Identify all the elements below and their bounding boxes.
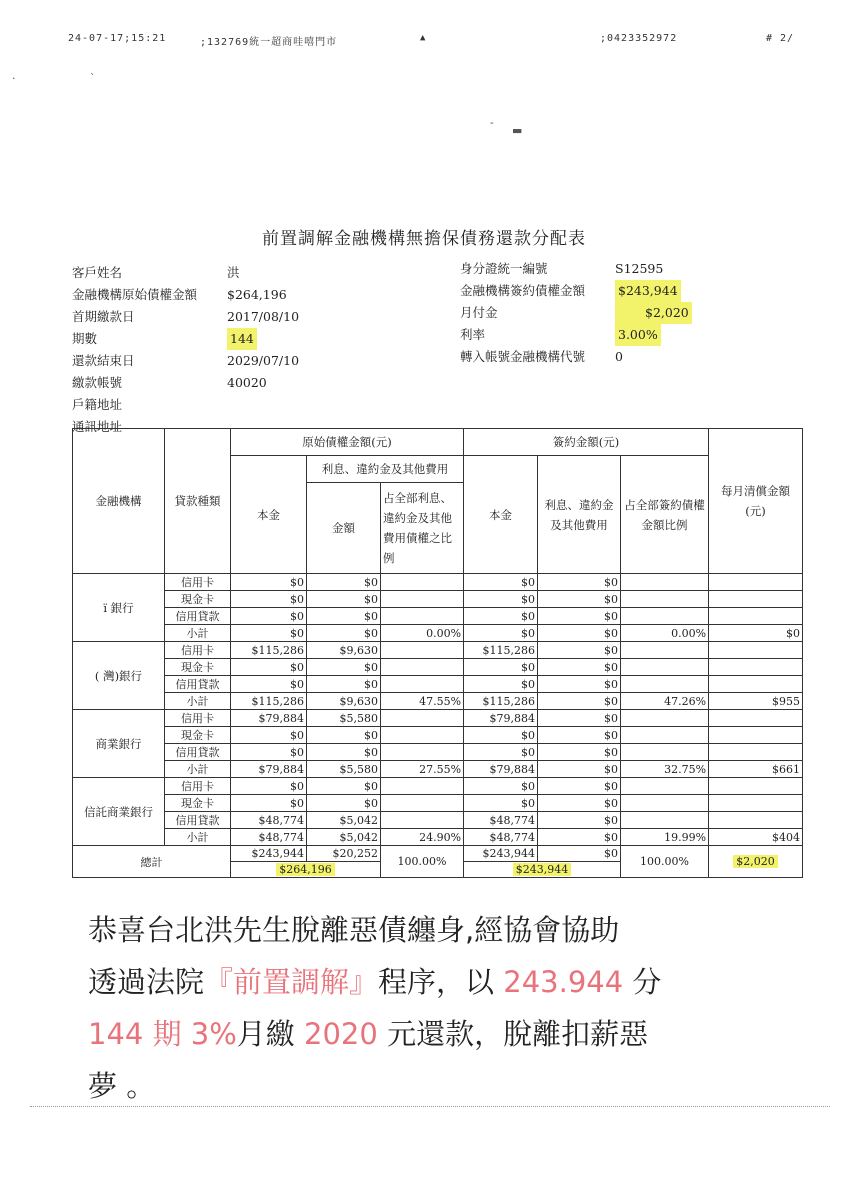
total-monthly-cell	[709, 846, 803, 878]
info-label: 客戶姓名	[72, 265, 123, 280]
table-row	[73, 744, 803, 761]
signed-interest-cell: $0	[538, 778, 621, 795]
info-row-household-address	[72, 394, 299, 416]
info-label: 金融機構原始債權金額	[72, 287, 198, 302]
table-row-total	[73, 846, 803, 862]
signed-principal-cell: $0	[464, 608, 538, 625]
header-signed-interest: 利息、違約金及其他費用	[538, 456, 621, 574]
bank-name: 信託商業銀行	[73, 778, 165, 846]
signed-ratio-cell	[621, 659, 709, 676]
signed-principal-cell: $79,884	[464, 761, 538, 778]
info-label: 首期繳款日	[72, 309, 135, 324]
bank-name: ï 銀行	[73, 574, 165, 642]
info-row-periods	[72, 328, 299, 350]
header-interest-ratio: 占全部利息、違約金及其他費用債權之比例	[381, 483, 464, 574]
ratio-cell	[381, 591, 464, 608]
interest-cell: $9,630	[307, 693, 381, 710]
table-row	[73, 591, 803, 608]
note-line-4: 夢 。	[88, 1069, 156, 1103]
fax-time: 24-07-17;15:21	[68, 33, 167, 44]
ratio-cell	[381, 659, 464, 676]
ratio-cell: 27.55%	[381, 761, 464, 778]
signed-principal-cell: $0	[464, 778, 538, 795]
signed-ratio-cell	[621, 727, 709, 744]
ratio-cell	[381, 676, 464, 693]
bank-name: 商業銀行	[73, 710, 165, 778]
signed-interest-cell: $0	[538, 659, 621, 676]
header-principal: 本金	[231, 456, 307, 574]
principal-cell: $0	[231, 608, 307, 625]
loan-type: 信用卡	[165, 642, 231, 659]
interest-cell: $0	[307, 625, 381, 642]
info-label: 戶籍地址	[72, 397, 123, 412]
principal-cell: $79,884	[231, 761, 307, 778]
table-row	[73, 659, 803, 676]
signed-interest-cell: $0	[538, 761, 621, 778]
monthly-cell: $404	[709, 829, 803, 846]
loan-type: 信用卡	[165, 574, 231, 591]
monthly-cell	[709, 795, 803, 812]
signed-sum-cell	[464, 862, 621, 878]
signed-ratio-cell	[621, 591, 709, 608]
table-row	[73, 778, 803, 795]
info-row-first-payment	[72, 306, 299, 328]
table-row	[73, 676, 803, 693]
total-interest: $20,252	[307, 846, 381, 862]
table-row	[73, 608, 803, 625]
monthly-cell	[709, 574, 803, 591]
signed-principal-cell: $0	[464, 659, 538, 676]
info-row-interest-rate	[460, 324, 692, 346]
table-row-subtotal	[73, 761, 803, 778]
monthly-cell	[709, 676, 803, 693]
ratio-cell	[381, 812, 464, 829]
signed-interest-cell: $0	[538, 591, 621, 608]
header-interest-group: 利息、違約金及其他費用	[307, 456, 464, 483]
principal-cell: $48,774	[231, 812, 307, 829]
header-bank: 金融機構	[73, 429, 165, 574]
signed-ratio-cell	[621, 744, 709, 761]
loan-type: 信用貸款	[165, 812, 231, 829]
info-value-highlighted: 144	[227, 328, 257, 350]
signed-ratio-cell	[621, 778, 709, 795]
header-loan-type: 貸款種類	[165, 429, 231, 574]
note-highlight-periods: 144 期 3%	[88, 1017, 237, 1051]
ratio-cell	[381, 727, 464, 744]
signed-ratio-cell	[621, 608, 709, 625]
total-signed-ratio: 100.00%	[621, 846, 709, 878]
fax-marker-icon: ▲	[420, 33, 427, 43]
principal-cell: $0	[231, 625, 307, 642]
interest-cell: $0	[307, 676, 381, 693]
signed-principal-cell: $0	[464, 591, 538, 608]
info-row-name	[72, 262, 299, 284]
monthly-cell	[709, 591, 803, 608]
monthly-cell: $955	[709, 693, 803, 710]
monthly-cell	[709, 608, 803, 625]
header-monthly-payment: 每月清償金額(元)	[709, 429, 803, 574]
signed-principal-cell: $0	[464, 727, 538, 744]
loan-type: 小計	[165, 625, 231, 642]
loan-type: 現金卡	[165, 591, 231, 608]
info-value-highlighted: $243,944	[615, 280, 681, 302]
note-line-2	[88, 956, 788, 1008]
loan-type: 現金卡	[165, 727, 231, 744]
principal-cell: $0	[231, 591, 307, 608]
signed-ratio-cell	[621, 574, 709, 591]
monthly-cell	[709, 812, 803, 829]
signed-principal-cell: $0	[464, 744, 538, 761]
signed-ratio-cell	[621, 710, 709, 727]
signed-principal-cell: $0	[464, 795, 538, 812]
note-line-1: 恭喜台北洪先生脫離惡債纏身,經協會協助	[88, 913, 620, 947]
principal-cell: $0	[231, 659, 307, 676]
note-highlight-monthly: 2020	[304, 1017, 378, 1051]
original-sum: $264,196	[276, 863, 335, 876]
principal-cell: $0	[231, 795, 307, 812]
interest-cell: $5,042	[307, 812, 381, 829]
total-signed-principal: $243,944	[464, 846, 538, 862]
signed-interest-cell: $0	[538, 676, 621, 693]
loan-type: 信用貸款	[165, 676, 231, 693]
signed-ratio-cell	[621, 676, 709, 693]
ratio-cell	[381, 744, 464, 761]
signed-principal-cell: $0	[464, 574, 538, 591]
info-value: 0	[615, 349, 623, 364]
loan-type: 小計	[165, 829, 231, 846]
info-label: 利率	[460, 327, 486, 342]
table-row-subtotal	[73, 693, 803, 710]
loan-type: 信用卡	[165, 710, 231, 727]
ratio-cell	[381, 710, 464, 727]
monthly-cell: $0	[709, 625, 803, 642]
signed-principal-cell: $48,774	[464, 829, 538, 846]
ratio-cell: 24.90%	[381, 829, 464, 846]
header-signed-principal: 本金	[464, 456, 538, 574]
total-principal: $243,944	[231, 846, 307, 862]
info-label: 轉入帳號金融機構代號	[460, 349, 586, 364]
document-title: 前置調解金融機構無擔保債務還款分配表	[262, 229, 586, 249]
fax-sender: ;132769統一超商哇嘻門市	[200, 37, 338, 48]
ratio-cell	[381, 778, 464, 795]
principal-cell: $115,286	[231, 693, 307, 710]
table-row	[73, 795, 803, 812]
signed-ratio-cell	[621, 642, 709, 659]
interest-cell: $5,580	[307, 710, 381, 727]
info-label: 身分證統一編號	[460, 261, 548, 276]
signed-principal-cell: $115,286	[464, 693, 538, 710]
signed-interest-cell: $0	[538, 829, 621, 846]
signed-ratio-cell	[621, 795, 709, 812]
note-line-3	[88, 1008, 788, 1060]
signed-ratio-cell	[621, 812, 709, 829]
monthly-cell: $661	[709, 761, 803, 778]
fax-page: # 2/	[766, 33, 795, 44]
interest-cell: $0	[307, 778, 381, 795]
interest-cell: $0	[307, 795, 381, 812]
ratio-cell	[381, 574, 464, 591]
signed-principal-cell: $79,884	[464, 710, 538, 727]
total-label: 總計	[73, 846, 231, 878]
interest-cell: $5,042	[307, 829, 381, 846]
monthly-cell	[709, 727, 803, 744]
signed-ratio-cell: 19.99%	[621, 829, 709, 846]
signed-principal-cell: $0	[464, 676, 538, 693]
signed-interest-cell: $0	[538, 693, 621, 710]
total-signed-interest: $0	[538, 846, 621, 862]
loan-type: 小計	[165, 693, 231, 710]
principal-cell: $115,286	[231, 642, 307, 659]
signed-interest-cell: $0	[538, 744, 621, 761]
info-label: 金融機構簽約債權金額	[460, 283, 586, 298]
debt-allocation-table	[72, 428, 803, 878]
note-text: 程序，以	[378, 965, 495, 999]
note-highlight-amount: 243.944	[503, 965, 624, 999]
note-text: 元還款，脫離扣薪惡	[387, 1017, 649, 1051]
ratio-cell: 0.00%	[381, 625, 464, 642]
signed-interest-cell: $0	[538, 795, 621, 812]
principal-cell: $0	[231, 727, 307, 744]
note-text: 透過法院	[88, 965, 205, 999]
info-row-end-date	[72, 350, 299, 372]
signed-principal-cell: $0	[464, 625, 538, 642]
principal-cell: $0	[231, 778, 307, 795]
loan-type: 信用貸款	[165, 744, 231, 761]
info-value: 2029/07/10	[227, 353, 300, 368]
info-label: 期數	[72, 331, 98, 346]
interest-cell: $0	[307, 574, 381, 591]
table-row	[73, 710, 803, 727]
table-row	[73, 812, 803, 829]
note-text: 月繳	[236, 1017, 295, 1051]
principal-cell: $48,774	[231, 829, 307, 846]
info-row-monthly-payment	[460, 302, 692, 324]
info-label: 繳款帳號	[72, 375, 123, 390]
table-row	[73, 574, 803, 591]
header-signed-ratio: 占全部簽約債權金額比例	[621, 456, 709, 574]
interest-cell: $9,630	[307, 642, 381, 659]
signed-principal-cell: $115,286	[464, 642, 538, 659]
interest-cell: $0	[307, 591, 381, 608]
interest-cell: $0	[307, 608, 381, 625]
monthly-cell	[709, 778, 803, 795]
bank-name: ( 灣)銀行	[73, 642, 165, 710]
info-row-id	[460, 258, 692, 280]
signed-ratio-cell: 32.75%	[621, 761, 709, 778]
info-row-account	[72, 372, 299, 394]
info-value: 40020	[227, 375, 267, 390]
loan-type: 信用卡	[165, 778, 231, 795]
signed-ratio-cell: 47.26%	[621, 693, 709, 710]
monthly-cell	[709, 744, 803, 761]
total-monthly: $2,020	[733, 855, 778, 868]
table-row-subtotal	[73, 625, 803, 642]
info-value: $264,196	[227, 287, 287, 302]
ratio-cell	[381, 608, 464, 625]
signed-interest-cell: $0	[538, 625, 621, 642]
monthly-cell	[709, 659, 803, 676]
signed-ratio-cell: 0.00%	[621, 625, 709, 642]
signed-interest-cell: $0	[538, 574, 621, 591]
loan-type: 小計	[165, 761, 231, 778]
interest-cell: $0	[307, 659, 381, 676]
info-value-highlighted: $2,020	[615, 302, 692, 324]
principal-cell: $0	[231, 574, 307, 591]
principal-cell: $79,884	[231, 710, 307, 727]
loan-type: 現金卡	[165, 659, 231, 676]
ratio-cell: 47.55%	[381, 693, 464, 710]
signed-interest-cell: $0	[538, 608, 621, 625]
signed-principal-cell: $48,774	[464, 812, 538, 829]
info-label: 通訊地址	[72, 419, 123, 434]
total-ratio: 100.00%	[381, 846, 464, 878]
fax-phone: ;0423352972	[600, 33, 678, 44]
principal-cell: $0	[231, 676, 307, 693]
table-row	[73, 727, 803, 744]
loan-type: 現金卡	[165, 795, 231, 812]
original-sum-cell	[231, 862, 381, 878]
table-row-subtotal	[73, 829, 803, 846]
ratio-cell	[381, 795, 464, 812]
customer-info-right	[460, 258, 692, 368]
header-original-amount: 原始債權金額(元)	[231, 429, 464, 456]
principal-cell: $0	[231, 744, 307, 761]
info-value: 洪	[227, 265, 240, 280]
scan-dotted-line	[30, 1106, 830, 1107]
info-row-bank-code	[460, 346, 692, 368]
info-value-highlighted: 3.00%	[615, 324, 661, 346]
loan-type: 信用貸款	[165, 608, 231, 625]
info-label: 月付金	[460, 305, 498, 320]
congratulation-note	[88, 904, 788, 1112]
note-highlight-mediation: 『前置調解』	[204, 965, 379, 999]
signed-interest-cell: $0	[538, 812, 621, 829]
info-row-signed-amount	[460, 280, 692, 302]
info-value: S12595	[615, 261, 664, 276]
interest-cell: $5,580	[307, 761, 381, 778]
signed-interest-cell: $0	[538, 710, 621, 727]
monthly-cell	[709, 710, 803, 727]
interest-cell: $0	[307, 744, 381, 761]
signed-interest-cell: $0	[538, 642, 621, 659]
signed-sum: $243,944	[513, 863, 572, 876]
interest-cell: $0	[307, 727, 381, 744]
note-text: 分	[632, 965, 662, 999]
info-row-original-amount	[72, 284, 299, 306]
monthly-cell	[709, 642, 803, 659]
header-signed-amount: 簽約金額(元)	[464, 429, 709, 456]
table-row	[73, 642, 803, 659]
ratio-cell	[381, 642, 464, 659]
info-value: 2017/08/10	[227, 309, 300, 324]
info-label: 還款結束日	[72, 353, 135, 368]
signed-interest-cell: $0	[538, 727, 621, 744]
header-interest-amount: 金額	[307, 483, 381, 574]
customer-info-left	[72, 262, 299, 438]
